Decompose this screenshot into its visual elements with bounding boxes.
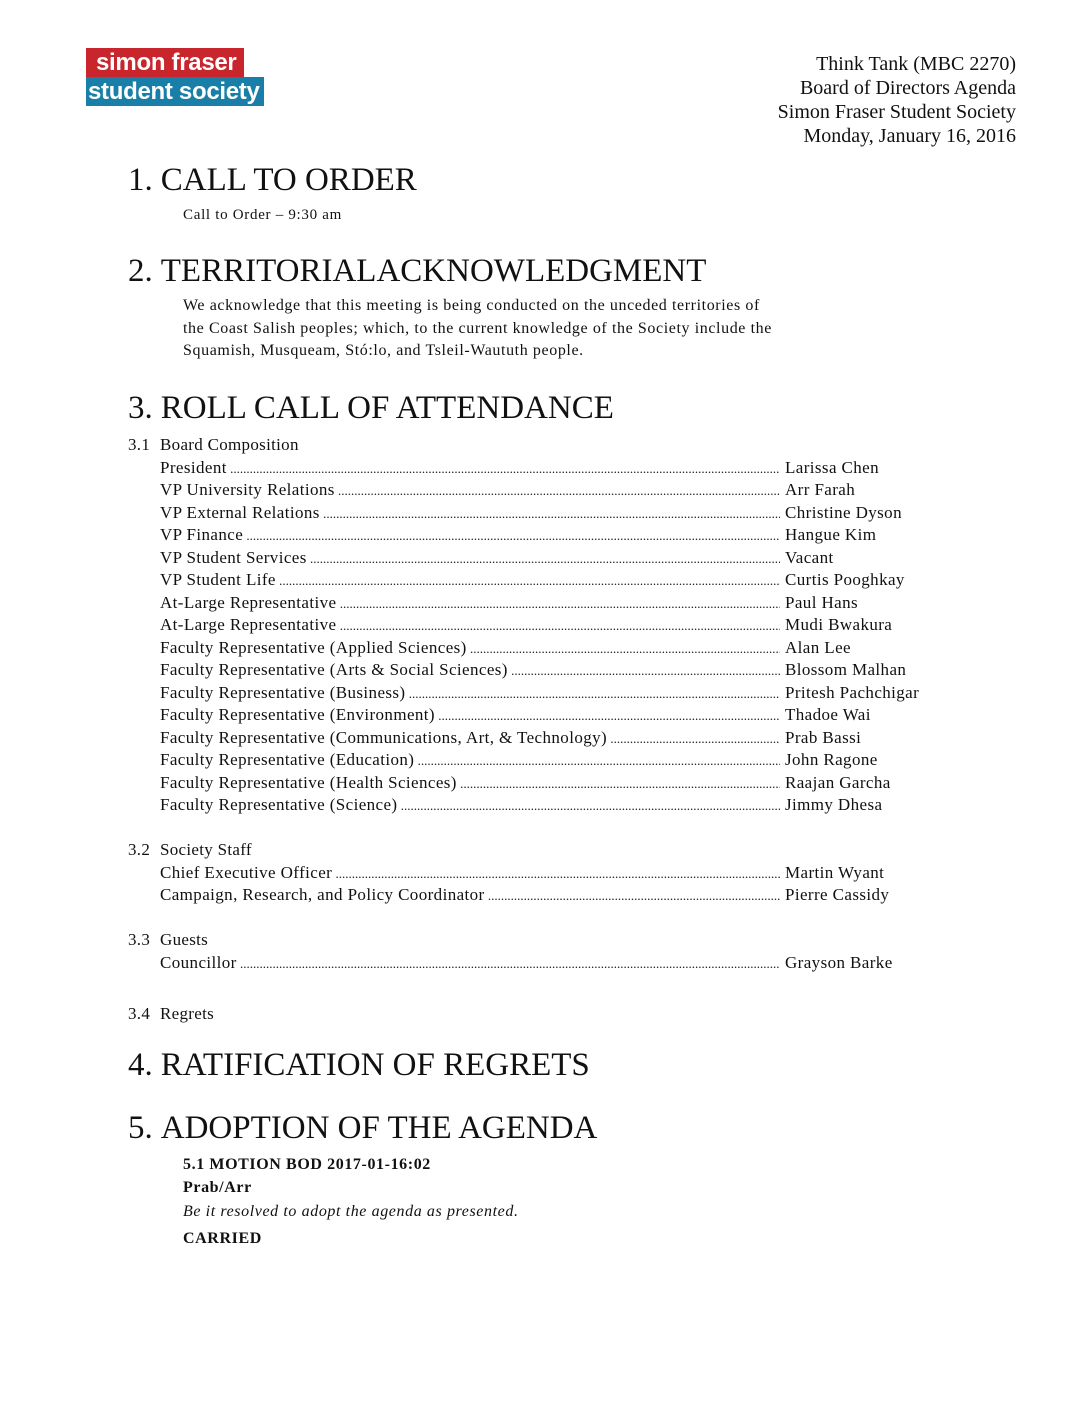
member-role: Chief Executive Officer ..... (160, 862, 780, 885)
attendance-row (160, 704, 950, 726)
member-role: VP Finance ..... (160, 524, 780, 547)
member-name: Christine Dyson (785, 503, 902, 522)
member-role: Faculty Representative (Applied Sciences) ..... (160, 637, 780, 660)
acknowledgment-line: Squamish, Musqueam, Stó:lo, and Tsleil-Waututh people. (183, 342, 584, 359)
section-heading-roll-call (128, 389, 614, 427)
member-role: Campaign, Research, and Policy Coordinator ..... (160, 884, 780, 907)
member-name: Arr Farah (785, 480, 856, 499)
member-name: Mudi Bwakura (785, 615, 893, 634)
section-title: ADOPTION OF THE AGENDA (160, 1110, 598, 1146)
call-to-order-text: Call to Order – 9:30 am (183, 207, 342, 223)
attendance-row (160, 682, 950, 704)
logo-line-2: student society (86, 77, 264, 106)
acknowledgment-line: the Coast Salish peoples; which, to the current knowledge of the Society include the (183, 319, 772, 337)
member-name: Pierre Cassidy (785, 885, 890, 904)
member-role: VP University Relations ..... (160, 479, 780, 502)
attendance-row (160, 569, 950, 591)
member-name: Prab Bassi (785, 728, 862, 747)
subsection-number: 3.3 (128, 930, 151, 949)
member-role: VP External Relations ..... (160, 502, 780, 525)
subsection-board-composition (128, 434, 299, 456)
logo-line-1: simon fraser (86, 48, 244, 77)
section-number: 2. (128, 253, 153, 289)
section-title: TERRITORIALACKNOWLEDGMENT (160, 253, 707, 289)
subsection-title: Guests (160, 930, 209, 949)
member-role: VP Student Life ..... (160, 569, 780, 592)
section-title: RATIFICATION OF REGRETS (160, 1047, 590, 1083)
section-heading-call-to-order (128, 161, 417, 199)
subsection-number: 3.1 (128, 435, 151, 454)
attendance-row (160, 727, 950, 749)
member-role: VP Student Services ..... (160, 547, 780, 570)
member-name: Hangue Kim (785, 525, 877, 544)
subsection-regrets (128, 1003, 214, 1025)
motion-movers: Prab/Arr (183, 1179, 252, 1196)
attendance-row (160, 952, 950, 974)
attendance-row (160, 749, 950, 771)
attendance-row (160, 614, 950, 636)
subsection-society-staff (128, 839, 252, 861)
acknowledgment-text (183, 295, 772, 363)
meeting-room: Think Tank (MBC 2270) (816, 53, 1016, 75)
organization-name: Simon Fraser Student Society (777, 101, 1016, 123)
member-name: Grayson Barke (785, 953, 893, 972)
section-title: ROLL CALL OF ATTENDANCE (160, 390, 614, 426)
acknowledgment-line: We acknowledge that this meeting is being conducted on the unceded territories of (183, 297, 760, 314)
member-name: Vacant (785, 548, 834, 567)
member-name: Jimmy Dhesa (785, 795, 883, 814)
member-role: Faculty Representative (Business) ..... (160, 682, 780, 705)
subsection-number: 3.2 (128, 840, 151, 859)
member-name: Pritesh Pachchigar (785, 683, 920, 702)
member-role: Faculty Representative (Science) ..... (160, 794, 780, 817)
member-name: Blossom Malhan (785, 660, 907, 679)
member-role: Faculty Representative (Health Sciences) ..... (160, 772, 780, 795)
section-heading-ratification (128, 1046, 590, 1084)
member-role: Faculty Representative (Arts & Social Sciences) ..... (160, 659, 780, 682)
attendance-row (160, 592, 950, 614)
meeting-date: Monday, January 16, 2016 (803, 125, 1016, 147)
meeting-title: Board of Directors Agenda (799, 77, 1016, 99)
member-role: Faculty Representative (Education) ..... (160, 749, 780, 772)
section-number: 5. (128, 1110, 153, 1146)
member-role: At-Large Representative ..... (160, 614, 780, 637)
section-number: 3. (128, 390, 153, 426)
attendance-row (160, 479, 950, 501)
member-name: John Ragone (785, 750, 878, 769)
attendance-row (160, 884, 950, 906)
member-name: Larissa Chen (785, 458, 880, 477)
member-role: Councillor ..... (160, 952, 780, 975)
motion-id: 5.1 MOTION BOD 2017-01-16:02 (183, 1156, 431, 1173)
attendance-row (160, 457, 950, 479)
member-name: Alan Lee (785, 638, 851, 657)
member-role: Faculty Representative (Environment) ..... (160, 704, 780, 727)
member-name: Paul Hans (785, 593, 859, 612)
member-name: Martin Wyant (785, 863, 885, 882)
section-heading-acknowledgment (128, 252, 706, 290)
section-heading-adoption (128, 1109, 597, 1147)
subsection-title: Board Composition (160, 435, 299, 454)
society-logo (86, 48, 266, 106)
meeting-header (778, 52, 1016, 148)
member-name: Thadoe Wai (785, 705, 871, 724)
section-number: 4. (128, 1047, 153, 1083)
attendance-row (160, 794, 950, 816)
motion-result: CARRIED (183, 1230, 262, 1247)
member-role: President ..... (160, 457, 780, 480)
subsection-number: 3.4 (128, 1004, 151, 1023)
subsection-title: Regrets (160, 1004, 215, 1023)
subsection-title: Society Staff (160, 840, 252, 859)
section-title: CALL TO ORDER (160, 162, 417, 198)
attendance-row (160, 659, 950, 681)
member-role: At-Large Representative ..... (160, 592, 780, 615)
subsection-guests (128, 929, 208, 951)
motion-text: Be it resolved to adopt the agenda as presented. (183, 1203, 519, 1220)
attendance-row (160, 524, 950, 546)
section-number: 1. (128, 162, 153, 198)
attendance-row (160, 547, 950, 569)
attendance-row (160, 862, 950, 884)
member-name: Curtis Pooghkay (785, 570, 905, 589)
member-role: Faculty Representative (Communications, Art, & Technology) ..... (160, 727, 780, 750)
member-name: Raajan Garcha (785, 773, 891, 792)
attendance-row (160, 637, 950, 659)
attendance-row (160, 502, 950, 524)
attendance-row (160, 772, 950, 794)
